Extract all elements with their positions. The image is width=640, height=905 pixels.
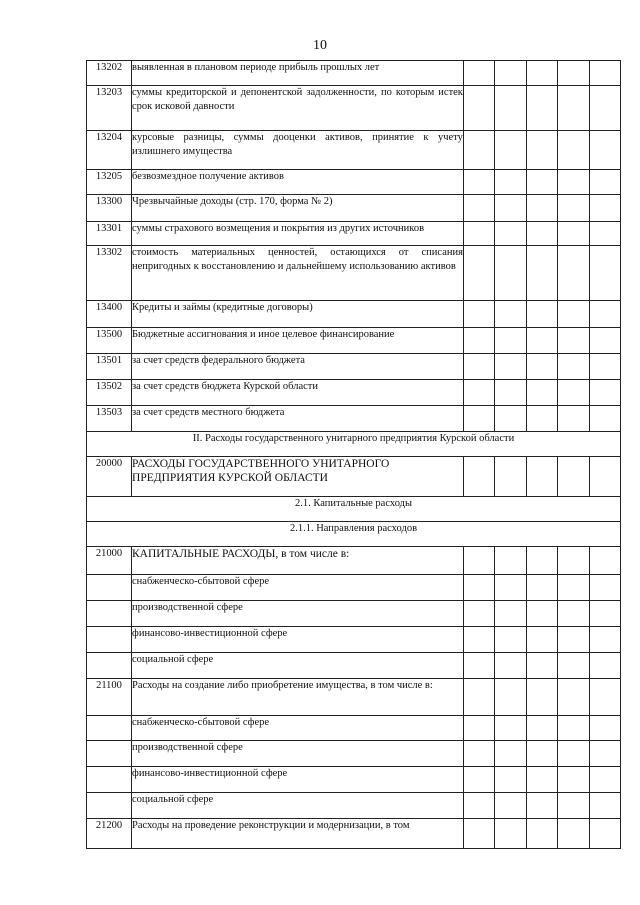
value-cell (558, 679, 589, 716)
value-cell (589, 301, 620, 328)
value-cell (495, 575, 526, 601)
value-cell (463, 301, 494, 328)
row-description-cell (132, 741, 464, 767)
section-header-row (87, 522, 621, 547)
value-cell (558, 195, 589, 222)
table-row (87, 793, 621, 819)
value-cell (526, 380, 557, 406)
row-description: Чрезвычайные доходы (стр. 170, форма № 2) (132, 196, 333, 207)
row-description-cell (132, 679, 464, 716)
value-cell (495, 246, 526, 301)
value-cell (463, 793, 494, 819)
value-cell (526, 627, 557, 653)
value-cell (589, 195, 620, 222)
value-cell (558, 601, 589, 627)
row-description: курсовые разницы, суммы дооценки активов, принятие к учету излишнего имущества (132, 132, 463, 157)
value-cell (589, 86, 620, 131)
value-cell (495, 354, 526, 380)
value-cell (589, 328, 620, 354)
value-cell (558, 301, 589, 328)
table-row (87, 601, 621, 627)
table-row (87, 653, 621, 679)
value-cell (589, 61, 620, 86)
table-row (87, 380, 621, 406)
row-description: выявленная в плановом периоде прибыль прошлых лет (132, 62, 380, 73)
row-code: 13502 (87, 380, 132, 406)
row-description: финансово-инвестиционной сфере (132, 768, 288, 779)
value-cell (495, 627, 526, 653)
report-table-body (87, 61, 621, 849)
value-cell (526, 354, 557, 380)
row-code: 13301 (87, 222, 132, 246)
value-cell (589, 767, 620, 793)
value-cell (463, 328, 494, 354)
value-cell (495, 61, 526, 86)
page-number: 10 (313, 38, 327, 53)
section-title: II. Расходы государственного унитарного предприятия Курской области (87, 432, 621, 457)
table-row (87, 716, 621, 741)
value-cell (463, 457, 494, 497)
value-cell (495, 547, 526, 575)
table-row (87, 547, 621, 575)
row-code: 13503 (87, 406, 132, 432)
value-cell (558, 767, 589, 793)
value-cell (463, 406, 494, 432)
row-description-cell (132, 653, 464, 679)
table-row (87, 301, 621, 328)
value-cell (463, 86, 494, 131)
row-description: снабженческо-сбытовой сфере (132, 576, 270, 587)
value-cell (589, 679, 620, 716)
value-cell (463, 246, 494, 301)
row-description-cell (132, 575, 464, 601)
row-description: РАСХОДЫ ГОСУДАРСТВЕННОГО УНИТАРНОГО ПРЕДПРИЯТИЯ КУРСКОЙ ОБЛАСТИ (132, 458, 390, 484)
row-description-cell (132, 819, 464, 849)
row-code: 21000 (87, 547, 132, 575)
value-cell (463, 627, 494, 653)
table-row (87, 406, 621, 432)
section-title: 2.1. Капитальные расходы (87, 497, 621, 522)
row-code: 13501 (87, 354, 132, 380)
value-cell (463, 819, 494, 849)
value-cell (589, 653, 620, 679)
value-cell (463, 195, 494, 222)
row-code (87, 601, 132, 627)
value-cell (526, 195, 557, 222)
row-description-cell (132, 301, 464, 328)
table-row (87, 819, 621, 849)
value-cell (495, 380, 526, 406)
value-cell (589, 380, 620, 406)
value-cell (526, 301, 557, 328)
row-description-cell (132, 86, 464, 131)
value-cell (495, 131, 526, 170)
row-code (87, 767, 132, 793)
row-code: 21200 (87, 819, 132, 849)
table-row (87, 86, 621, 131)
value-cell (463, 222, 494, 246)
value-cell (495, 741, 526, 767)
table-row (87, 170, 621, 195)
value-cell (495, 301, 526, 328)
table-row (87, 575, 621, 601)
value-cell (526, 767, 557, 793)
value-cell (463, 380, 494, 406)
row-description-cell (132, 170, 464, 195)
value-cell (463, 741, 494, 767)
row-description: стоимость материальных ценностей, остающихся от списания непригодных к восстановлению и дальнейшему использованию активов (132, 247, 463, 272)
row-code (87, 741, 132, 767)
row-description-cell (132, 767, 464, 793)
row-description: финансово-инвестиционной сфере (132, 628, 288, 639)
value-cell (589, 575, 620, 601)
table-row (87, 627, 621, 653)
value-cell (558, 222, 589, 246)
section-header-row (87, 432, 621, 457)
row-code: 20000 (87, 457, 132, 497)
value-cell (463, 547, 494, 575)
row-code: 13205 (87, 170, 132, 195)
table-row (87, 767, 621, 793)
table-row (87, 679, 621, 716)
value-cell (495, 406, 526, 432)
row-description: социальной сфере (132, 794, 214, 805)
table-row (87, 246, 621, 301)
row-description-cell (132, 354, 464, 380)
value-cell (526, 61, 557, 86)
value-cell (495, 195, 526, 222)
value-cell (495, 170, 526, 195)
value-cell (589, 819, 620, 849)
value-cell (526, 653, 557, 679)
value-cell (526, 741, 557, 767)
value-cell (495, 767, 526, 793)
value-cell (558, 457, 589, 497)
value-cell (495, 457, 526, 497)
row-description: за счет средств местного бюджета (132, 407, 285, 418)
value-cell (526, 222, 557, 246)
row-code: 13202 (87, 61, 132, 86)
row-description-cell (132, 131, 464, 170)
table-row (87, 195, 621, 222)
value-cell (558, 575, 589, 601)
value-cell (589, 222, 620, 246)
value-cell (495, 716, 526, 741)
value-cell (463, 601, 494, 627)
value-cell (589, 246, 620, 301)
row-description: Бюджетные ассигнования и иное целевое финансирование (132, 329, 395, 340)
value-cell (495, 819, 526, 849)
value-cell (558, 793, 589, 819)
value-cell (463, 716, 494, 741)
value-cell (463, 354, 494, 380)
value-cell (558, 131, 589, 170)
value-cell (495, 86, 526, 131)
value-cell (589, 741, 620, 767)
value-cell (589, 793, 620, 819)
value-cell (589, 170, 620, 195)
value-cell (589, 354, 620, 380)
row-code: 13500 (87, 328, 132, 354)
value-cell (589, 457, 620, 497)
value-cell (589, 716, 620, 741)
row-description-cell (132, 195, 464, 222)
row-description-cell (132, 380, 464, 406)
row-code (87, 575, 132, 601)
row-code: 13400 (87, 301, 132, 328)
table-row (87, 131, 621, 170)
row-code: 13300 (87, 195, 132, 222)
value-cell (558, 61, 589, 86)
value-cell (463, 653, 494, 679)
value-cell (463, 61, 494, 86)
row-description: снабженческо-сбытовой сфере (132, 717, 270, 728)
value-cell (526, 575, 557, 601)
value-cell (526, 457, 557, 497)
row-code: 13302 (87, 246, 132, 301)
value-cell (495, 679, 526, 716)
value-cell (558, 354, 589, 380)
table-row (87, 354, 621, 380)
value-cell (558, 627, 589, 653)
value-cell (558, 547, 589, 575)
row-description: Расходы на проведение реконструкции и модернизации, в том (132, 820, 410, 831)
value-cell (558, 380, 589, 406)
row-description-cell (132, 547, 464, 575)
value-cell (495, 222, 526, 246)
row-description: производственной сфере (132, 742, 243, 753)
value-cell (558, 819, 589, 849)
row-description: безвозмездное получение активов (132, 171, 284, 182)
value-cell (495, 793, 526, 819)
value-cell (558, 246, 589, 301)
row-description-cell (132, 716, 464, 741)
section-header-row (87, 497, 621, 522)
value-cell (558, 406, 589, 432)
row-description: КАПИТАЛЬНЫЕ РАСХОДЫ, в том числе в: (132, 548, 350, 560)
value-cell (526, 793, 557, 819)
section-title: 2.1.1. Направления расходов (87, 522, 621, 547)
table-row (87, 741, 621, 767)
value-cell (463, 679, 494, 716)
value-cell (558, 741, 589, 767)
value-cell (526, 716, 557, 741)
value-cell (589, 627, 620, 653)
table-row (87, 457, 621, 497)
value-cell (526, 86, 557, 131)
row-description: производственной сфере (132, 602, 243, 613)
value-cell (495, 328, 526, 354)
table-row (87, 222, 621, 246)
value-cell (558, 716, 589, 741)
row-description-cell (132, 246, 464, 301)
row-description-cell (132, 61, 464, 86)
row-description: суммы кредиторской и депонентской задолженности, по которым истек срок исковой давности (132, 87, 463, 112)
row-description: за счет средств федерального бюджета (132, 355, 305, 366)
row-description-cell (132, 627, 464, 653)
row-code: 13204 (87, 131, 132, 170)
row-description: Кредиты и займы (кредитные договоры) (132, 302, 313, 313)
row-description-cell (132, 406, 464, 432)
row-description: за счет средств бюджета Курской области (132, 381, 318, 392)
value-cell (526, 170, 557, 195)
row-description-cell (132, 328, 464, 354)
value-cell (589, 131, 620, 170)
row-description: Расходы на создание либо приобретение имущества, в том числе в: (132, 680, 433, 691)
value-cell (495, 653, 526, 679)
value-cell (463, 170, 494, 195)
row-description: социальной сфере (132, 654, 214, 665)
value-cell (526, 246, 557, 301)
value-cell (558, 653, 589, 679)
value-cell (589, 547, 620, 575)
value-cell (495, 601, 526, 627)
value-cell (526, 547, 557, 575)
row-code (87, 793, 132, 819)
value-cell (558, 328, 589, 354)
value-cell (526, 679, 557, 716)
row-description: суммы страхового возмещения и покрытия из других источников (132, 223, 425, 234)
table-row (87, 328, 621, 354)
row-code: 13203 (87, 86, 132, 131)
value-cell (558, 86, 589, 131)
row-description-cell (132, 457, 464, 497)
row-code (87, 627, 132, 653)
value-cell (526, 601, 557, 627)
value-cell (589, 601, 620, 627)
row-description-cell (132, 222, 464, 246)
row-code (87, 653, 132, 679)
row-description-cell (132, 793, 464, 819)
value-cell (463, 767, 494, 793)
value-cell (558, 170, 589, 195)
value-cell (526, 131, 557, 170)
row-code: 21100 (87, 679, 132, 716)
value-cell (463, 131, 494, 170)
value-cell (526, 328, 557, 354)
value-cell (589, 406, 620, 432)
value-cell (463, 575, 494, 601)
table-row (87, 61, 621, 86)
row-description-cell (132, 601, 464, 627)
value-cell (526, 819, 557, 849)
row-code (87, 716, 132, 741)
value-cell (526, 406, 557, 432)
report-table (86, 60, 621, 849)
